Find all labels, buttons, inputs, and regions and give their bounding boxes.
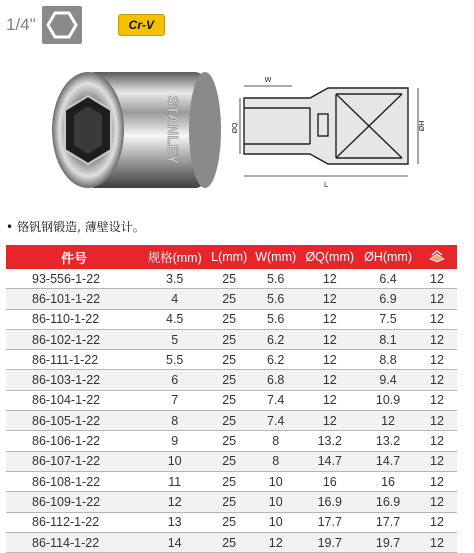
table-cell: 25 [207, 411, 251, 431]
bullet: • [6, 220, 14, 234]
dim-l-label: L [324, 181, 328, 189]
table-cell: 12 [417, 309, 457, 329]
table-cell: 8 [142, 411, 207, 431]
table-cell: 12 [417, 350, 457, 370]
table-cell: 12 [300, 309, 359, 329]
table-cell: 5.5 [142, 350, 207, 370]
table-cell: 25 [207, 269, 251, 289]
table-cell: 16.9 [359, 492, 417, 512]
header-l: L(mm) [207, 245, 251, 269]
table-cell: 93-556-1-22 [6, 269, 142, 289]
table-cell: 86-112-1-22 [6, 512, 142, 532]
table-cell: 12 [300, 350, 359, 370]
header-part-number: 件号 [6, 245, 142, 269]
table-cell: 5.6 [251, 289, 300, 309]
table-cell: 8 [251, 431, 300, 451]
table-row [6, 370, 457, 390]
table-cell: 16.9 [300, 492, 359, 512]
table-cell: 11 [142, 471, 207, 491]
table-row [6, 269, 457, 289]
table-cell: 25 [207, 329, 251, 349]
table-cell: 12 [417, 370, 457, 390]
table-row [6, 411, 457, 431]
table-cell: 7.4 [251, 411, 300, 431]
table-cell: 12 [142, 492, 207, 512]
table-cell: 10 [251, 471, 300, 491]
table-cell: 25 [207, 370, 251, 390]
table-cell: 5 [142, 329, 207, 349]
table-cell: 86-103-1-22 [6, 370, 142, 390]
table-cell: 12 [417, 451, 457, 471]
table-cell: 12 [417, 431, 457, 451]
table-cell: 25 [207, 532, 251, 552]
table-cell: 3.5 [142, 269, 207, 289]
table-cell: 86-108-1-22 [6, 471, 142, 491]
table-cell: 25 [207, 289, 251, 309]
table-cell: 4 [142, 289, 207, 309]
table-cell: 12 [300, 289, 359, 309]
table-cell: 8 [251, 451, 300, 471]
table-cell: 7 [142, 390, 207, 410]
drive-size-label: 1/4" [6, 15, 36, 34]
table-cell: 17.7 [300, 512, 359, 532]
table-cell: 10 [251, 492, 300, 512]
table-row [6, 471, 457, 491]
table-cell: 12 [300, 269, 359, 289]
table-cell: 6.2 [251, 350, 300, 370]
table-cell: 16 [359, 471, 417, 491]
table-cell: 86-106-1-22 [6, 431, 142, 451]
table-row [6, 431, 457, 451]
table-cell: 5.6 [251, 269, 300, 289]
spec-table [6, 245, 457, 553]
table-cell: 86-111-1-22 [6, 350, 142, 370]
table-row [6, 329, 457, 349]
table-cell: 14.7 [359, 451, 417, 471]
table-cell: 12 [417, 512, 457, 532]
table-cell: 86-101-1-22 [6, 289, 142, 309]
dim-h-label: ØH [418, 120, 426, 132]
table-cell: 12 [300, 390, 359, 410]
table-cell: 25 [207, 492, 251, 512]
brand-engraving: STANLEY [164, 95, 181, 165]
table-cell: 5.6 [251, 309, 300, 329]
table-row [6, 390, 457, 410]
material-badge: Cr-V [118, 14, 165, 36]
table-header-row [6, 245, 457, 269]
table-cell: 86-107-1-22 [6, 451, 142, 471]
header-q: ØQ(mm) [300, 245, 359, 269]
table-cell: 25 [207, 471, 251, 491]
table-row [6, 350, 457, 370]
table-cell: 12 [417, 390, 457, 410]
socket-photo [40, 60, 230, 200]
table-cell: 12 [417, 329, 457, 349]
table-row [6, 492, 457, 512]
table-cell: 25 [207, 451, 251, 471]
table-cell: 6.2 [251, 329, 300, 349]
dim-q-label: ØQ [231, 122, 239, 134]
table-cell: 86-109-1-22 [6, 492, 142, 512]
table-body [6, 269, 457, 553]
table-cell: 13.2 [359, 431, 417, 451]
table-row [6, 532, 457, 552]
table-cell: 7.4 [251, 390, 300, 410]
table-cell: 9.4 [359, 370, 417, 390]
table-cell: 86-110-1-22 [6, 309, 142, 329]
table-cell: 9 [142, 431, 207, 451]
feature-line [6, 218, 145, 235]
table-cell: 17.7 [359, 512, 417, 532]
dimension-drawing [232, 72, 428, 192]
table-row [6, 451, 457, 471]
table-cell: 7.5 [359, 309, 417, 329]
table-cell: 6 [142, 370, 207, 390]
table-cell: 6.8 [251, 370, 300, 390]
header-size: 规格(mm) [142, 245, 207, 269]
table-cell: 10 [142, 451, 207, 471]
table-cell: 86-114-1-22 [6, 532, 142, 552]
table-cell: 8.1 [359, 329, 417, 349]
table-cell: 12 [417, 471, 457, 491]
table-cell: 12 [417, 532, 457, 552]
table-cell: 6.4 [359, 269, 417, 289]
table-cell: 25 [207, 309, 251, 329]
table-cell: 14.7 [300, 451, 359, 471]
table-cell: 16 [300, 471, 359, 491]
table-cell: 12 [300, 411, 359, 431]
table-cell: 12 [417, 289, 457, 309]
table-cell: 13 [142, 512, 207, 532]
table-cell: 86-102-1-22 [6, 329, 142, 349]
feature-text: 铬钒钢锻造, 薄壁设计。 [17, 220, 145, 234]
table-cell: 10 [251, 512, 300, 532]
table-cell: 86-105-1-22 [6, 411, 142, 431]
table-cell: 12 [417, 269, 457, 289]
table-cell: 25 [207, 350, 251, 370]
table-cell: 12 [300, 370, 359, 390]
table-row [6, 309, 457, 329]
table-cell: 25 [207, 390, 251, 410]
table-row [6, 289, 457, 309]
table-cell: 8.8 [359, 350, 417, 370]
table-cell: 86-104-1-22 [6, 390, 142, 410]
header-bar [6, 6, 165, 44]
table-cell: 6.9 [359, 289, 417, 309]
table-cell: 10.9 [359, 390, 417, 410]
table-cell: 25 [207, 431, 251, 451]
table-cell: 19.7 [300, 532, 359, 552]
table-cell: 19.7 [359, 532, 417, 552]
header-h: ØH(mm) [359, 245, 417, 269]
table-cell: 12 [251, 532, 300, 552]
table-cell: 13.2 [300, 431, 359, 451]
hexagon-icon [42, 6, 82, 44]
table-cell: 25 [207, 512, 251, 532]
table-cell: 12 [300, 329, 359, 349]
header-w: W(mm) [251, 245, 300, 269]
table-cell: 12 [359, 411, 417, 431]
package-icon [417, 245, 457, 269]
table-cell: 12 [417, 411, 457, 431]
table-cell: 4.5 [142, 309, 207, 329]
table-cell: 12 [417, 492, 457, 512]
dim-w-label: W [264, 76, 272, 84]
table-cell: 14 [142, 532, 207, 552]
table-row [6, 512, 457, 532]
